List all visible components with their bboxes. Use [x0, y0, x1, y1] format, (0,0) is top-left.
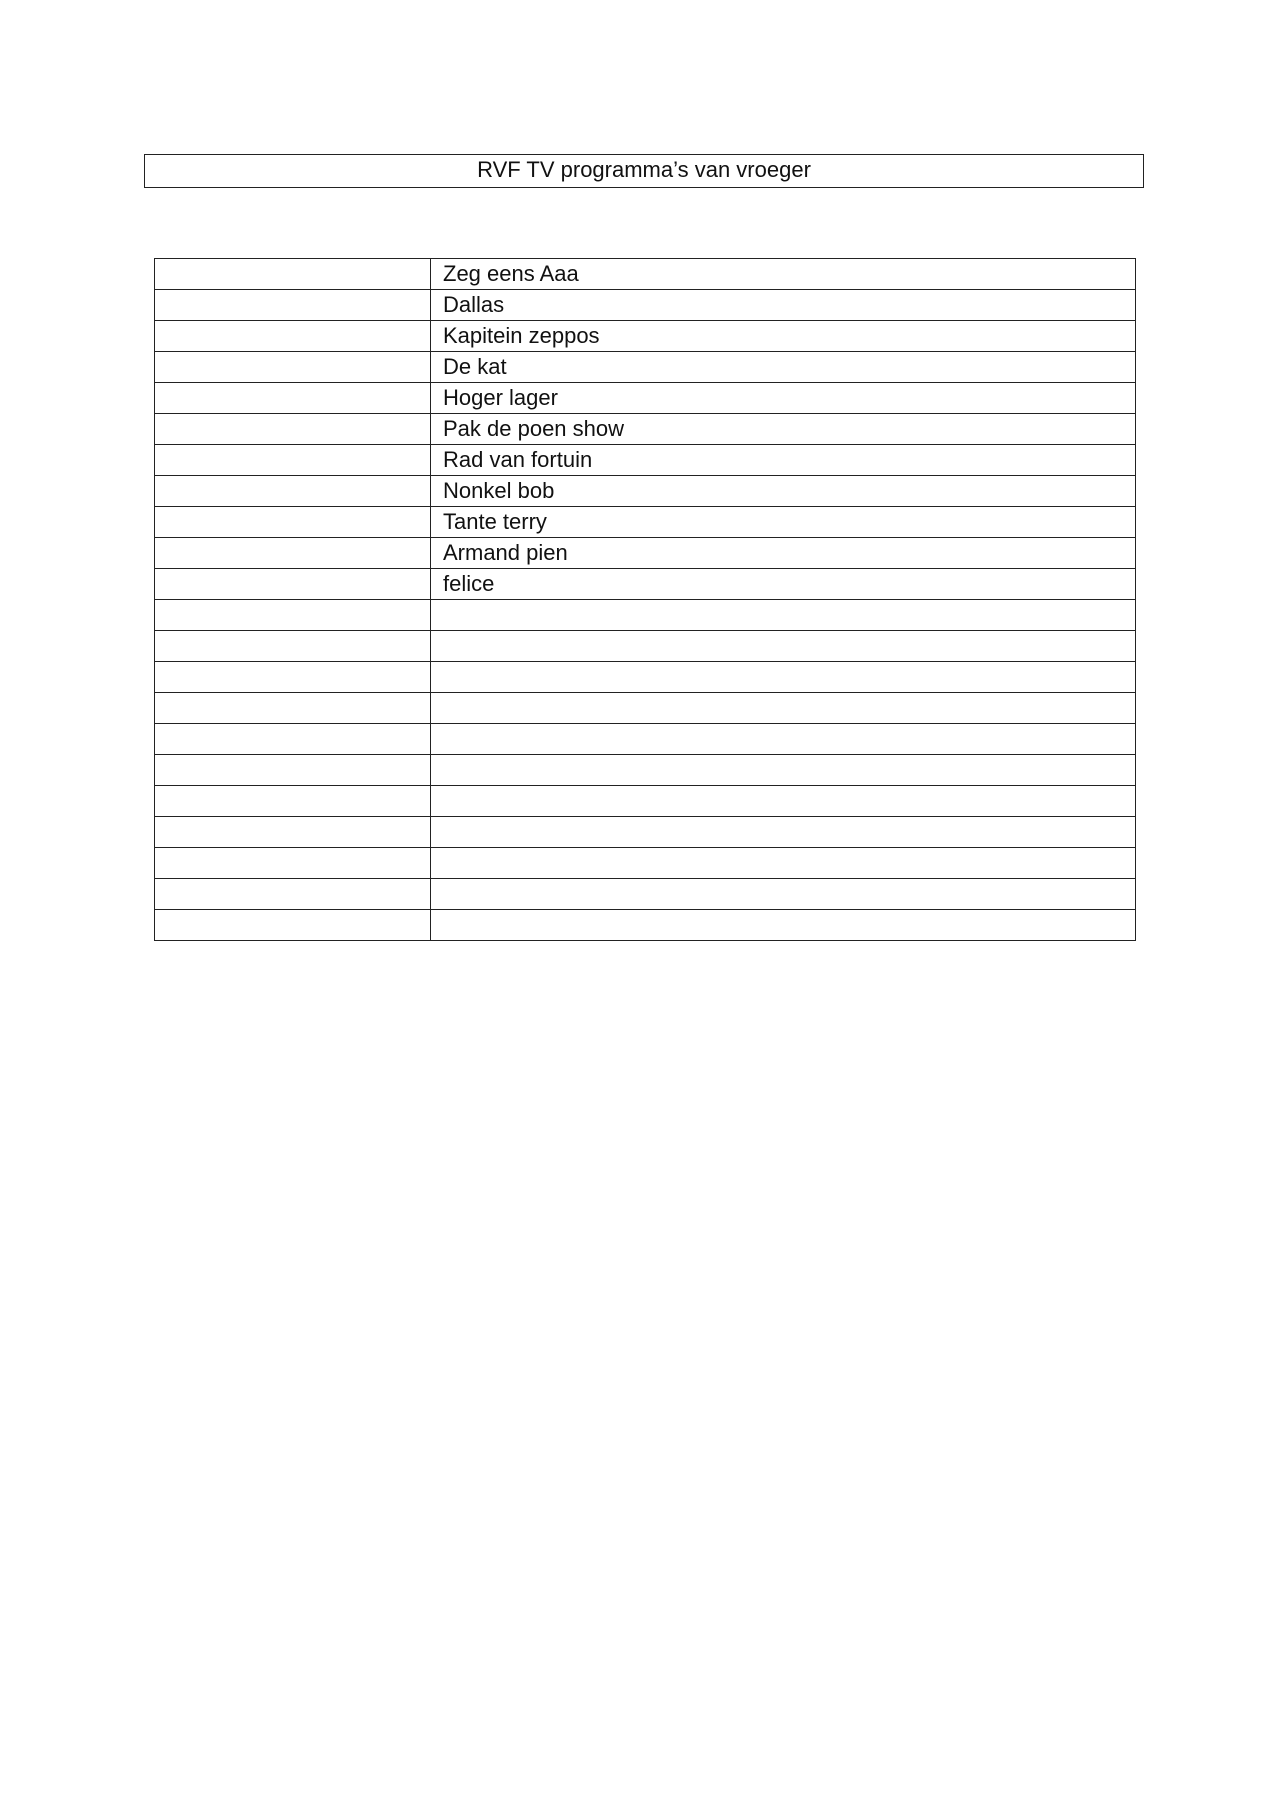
table-row: [155, 755, 1136, 786]
table-cell-program-name: felice: [431, 569, 1136, 600]
table-row: [155, 445, 1136, 476]
table-row: [155, 817, 1136, 848]
table-cell-program-name: Armand pien: [431, 538, 1136, 569]
table-cell-col1: [155, 352, 431, 383]
table-cell-program-name: [431, 755, 1136, 786]
table-cell-col1: [155, 414, 431, 445]
table-cell-program-name: [431, 786, 1136, 817]
table-cell-program-name: Rad van fortuin: [431, 445, 1136, 476]
table-cell-col1: [155, 693, 431, 724]
table-cell-col1: [155, 910, 431, 941]
table-cell-col1: [155, 879, 431, 910]
table-cell-program-name: [431, 817, 1136, 848]
table-row: [155, 662, 1136, 693]
table-cell-col1: [155, 817, 431, 848]
table-row: [155, 414, 1136, 445]
programs-table-body: [155, 259, 1136, 941]
table-row: [155, 569, 1136, 600]
table-row: [155, 321, 1136, 352]
table-cell-program-name: [431, 631, 1136, 662]
table-cell-program-name: Nonkel bob: [431, 476, 1136, 507]
table-cell-col1: [155, 662, 431, 693]
table-row: [155, 910, 1136, 941]
table-cell-col1: [155, 631, 431, 662]
table-row: [155, 848, 1136, 879]
table-cell-program-name: Pak de poen show: [431, 414, 1136, 445]
table-cell-col1: [155, 507, 431, 538]
table-cell-program-name: [431, 693, 1136, 724]
table-cell-col1: [155, 569, 431, 600]
table-row: [155, 724, 1136, 755]
table-row: [155, 383, 1136, 414]
table-cell-col1: [155, 600, 431, 631]
table-cell-col1: [155, 848, 431, 879]
table-row: [155, 631, 1136, 662]
table-row: [155, 507, 1136, 538]
table-row: [155, 786, 1136, 817]
table-cell-col1: [155, 383, 431, 414]
table-cell-col1: [155, 445, 431, 476]
table-cell-program-name: [431, 724, 1136, 755]
table-cell-program-name: Tante terry: [431, 507, 1136, 538]
table-cell-program-name: Kapitein zeppos: [431, 321, 1136, 352]
table-row: [155, 879, 1136, 910]
table-cell-program-name: [431, 662, 1136, 693]
table-cell-program-name: [431, 879, 1136, 910]
table-cell-program-name: Zeg eens Aaa: [431, 259, 1136, 290]
document-title: RVF TV programma’s van vroeger: [144, 154, 1144, 188]
table-cell-program-name: [431, 600, 1136, 631]
table-cell-col1: [155, 755, 431, 786]
table-cell-col1: [155, 321, 431, 352]
table-cell-program-name: [431, 910, 1136, 941]
table-cell-program-name: Hoger lager: [431, 383, 1136, 414]
table-cell-col1: [155, 259, 431, 290]
table-row: [155, 352, 1136, 383]
table-row: [155, 290, 1136, 321]
table-row: [155, 259, 1136, 290]
table-row: [155, 538, 1136, 569]
table-row: [155, 600, 1136, 631]
table-row: [155, 693, 1136, 724]
table-cell-program-name: Dallas: [431, 290, 1136, 321]
table-cell-program-name: [431, 848, 1136, 879]
table-cell-col1: [155, 476, 431, 507]
table-cell-col1: [155, 786, 431, 817]
table-cell-col1: [155, 290, 431, 321]
table-cell-col1: [155, 724, 431, 755]
table-cell-col1: [155, 538, 431, 569]
table-row: [155, 476, 1136, 507]
programs-table: [154, 258, 1136, 941]
table-cell-program-name: De kat: [431, 352, 1136, 383]
